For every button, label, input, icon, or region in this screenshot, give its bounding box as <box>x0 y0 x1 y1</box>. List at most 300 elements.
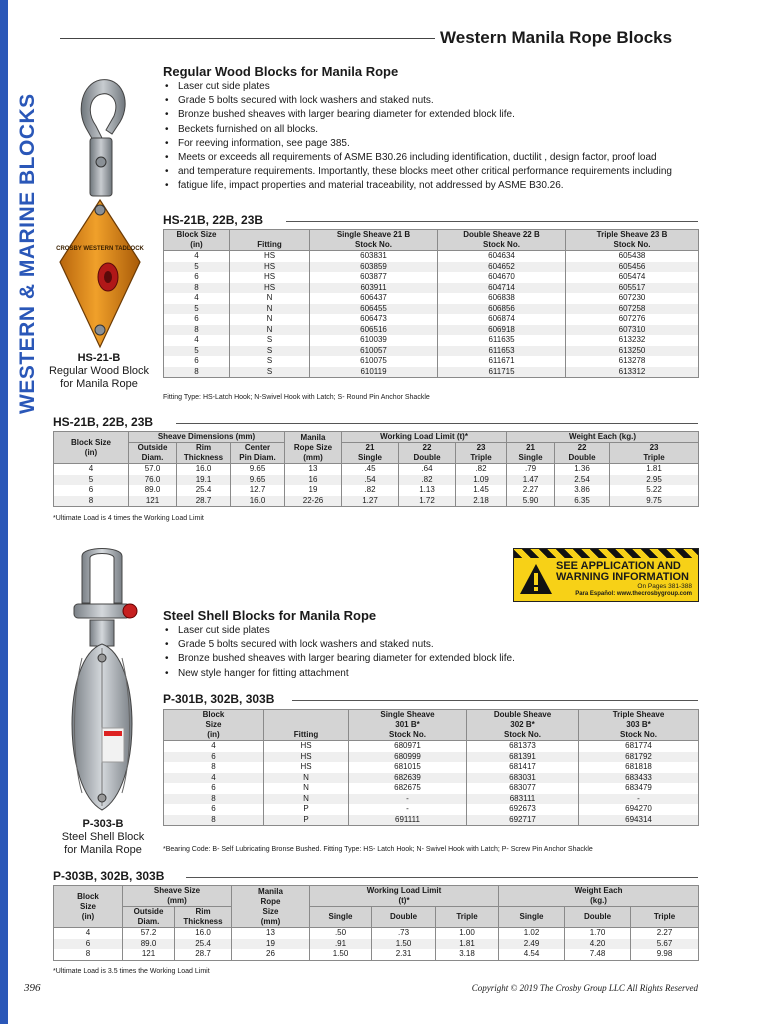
table-row <box>54 496 699 507</box>
table-cell: 6 <box>164 783 264 794</box>
table-cell: - <box>349 794 467 805</box>
table-row <box>164 346 699 357</box>
table-cell: 7.48 <box>565 949 631 960</box>
col-header: Triple <box>436 907 499 928</box>
table-cell: 6 <box>164 314 230 325</box>
table-cell: 692717 <box>467 815 579 826</box>
table-cell: 8 <box>54 496 129 507</box>
table-cell: .54 <box>342 475 399 486</box>
table-cell: 681015 <box>349 762 467 773</box>
table-cell: 28.7 <box>175 949 232 960</box>
table-cell: 604670 <box>438 272 566 283</box>
wood-bullet: • Laser cut side plates <box>163 80 703 94</box>
table-row <box>54 939 699 950</box>
wood-bullets <box>163 80 703 194</box>
wood-table2-footnote: *Ultimate Load is 4 times the Working Load Limit <box>53 515 204 522</box>
table-cell: 19 <box>232 939 310 950</box>
table-cell: 691111 <box>349 815 467 826</box>
table-cell: 1.27 <box>342 496 399 507</box>
table-cell: 6 <box>164 356 230 367</box>
table-cell: N <box>230 325 310 336</box>
table-cell: 611653 <box>438 346 566 357</box>
table-cell: 683479 <box>579 783 699 794</box>
table-cell: 680999 <box>349 752 467 763</box>
col-header: Sheave Dimensions (mm) <box>129 432 285 443</box>
table-cell: 4 <box>164 251 230 262</box>
table-cell: 603831 <box>310 251 438 262</box>
table-cell: 1.36 <box>555 464 610 475</box>
wood-block-image-label: CROSBY WESTERN TADLOCK <box>56 246 144 252</box>
table-cell: HS <box>230 272 310 283</box>
table-cell: 682639 <box>349 773 467 784</box>
table-cell: 607276 <box>566 314 699 325</box>
table-cell: 9.75 <box>610 496 699 507</box>
table-cell: 1.00 <box>436 928 499 939</box>
table-cell: 683077 <box>467 783 579 794</box>
table-cell: 1.09 <box>456 475 507 486</box>
table-cell: .82 <box>399 475 456 486</box>
wood-bullet-cont-text: fatigue life, impact properties and material traceability, not addressed by ASME B30.26. <box>178 180 564 192</box>
table-cell: HS <box>264 752 349 763</box>
wood-bullet: • Grade 5 bolts secured with lock washers and staked nuts. <box>163 94 703 108</box>
col-header: 23 Triple <box>610 443 699 464</box>
col-header: Rim Thickness <box>177 443 231 464</box>
table-cell: 57.2 <box>123 928 175 939</box>
table-cell: 604652 <box>438 262 566 273</box>
col-header: Double <box>372 907 436 928</box>
table-cell: HS <box>264 762 349 773</box>
table-cell: 681818 <box>579 762 699 773</box>
col-header: 23 Triple <box>456 443 507 464</box>
table-cell: 8 <box>164 367 230 378</box>
steel-section-title: Steel Shell Blocks for Manila Rope <box>163 608 377 623</box>
copyright: Copyright © 2019 The Crosby Group LLC All Rights Reserved <box>471 983 698 993</box>
col-header: 21 Single <box>342 443 399 464</box>
col-header: Block Size (in) <box>164 230 230 251</box>
table-cell: 692673 <box>467 804 579 815</box>
table-cell: 681373 <box>467 741 579 752</box>
table-row <box>164 251 699 262</box>
table-cell: 606856 <box>438 304 566 315</box>
table-cell: N <box>264 773 349 784</box>
table-cell: HS <box>230 251 310 262</box>
table-cell: 613232 <box>566 335 699 346</box>
col-header: Triple Sheave 23 B Stock No. <box>566 230 699 251</box>
table-cell: 613312 <box>566 367 699 378</box>
table-cell: .64 <box>399 464 456 475</box>
warning-line1: SEE APPLICATION AND <box>556 560 681 572</box>
table-row <box>164 335 699 346</box>
table-cell: 3.18 <box>436 949 499 960</box>
side-tab-bar <box>0 0 8 1024</box>
col-header: Single <box>310 907 372 928</box>
table-cell: 121 <box>123 949 175 960</box>
table-row <box>164 794 699 805</box>
table-cell: 606838 <box>438 293 566 304</box>
table-row <box>164 283 699 294</box>
steel-block-image <box>52 548 152 818</box>
table-row <box>164 367 699 378</box>
steel-table1-body <box>164 741 699 826</box>
table-cell: 681391 <box>467 752 579 763</box>
table-cell: 606473 <box>310 314 438 325</box>
page-title: Western Manila Rope Blocks <box>440 28 673 47</box>
table-cell: 13 <box>232 928 310 939</box>
table-cell: 3.86 <box>555 485 610 496</box>
table-cell: 19 <box>285 485 342 496</box>
table-row <box>164 773 699 784</box>
steel-bullet: • Grade 5 bolts secured with lock washers and staked nuts. <box>163 638 703 652</box>
table-cell: .73 <box>372 928 436 939</box>
steel-dimensions-table <box>53 885 699 961</box>
table-cell: P <box>264 804 349 815</box>
col-header: Single Sheave 301 B* Stock No. <box>349 710 467 741</box>
wood-bullet: • For reeving information, see page 385. <box>163 137 703 151</box>
steel-caption-line2: for Manila Rope <box>64 844 142 856</box>
table-cell: 57.0 <box>129 464 177 475</box>
table-cell: 606437 <box>310 293 438 304</box>
table-cell: 16.0 <box>175 928 232 939</box>
table-cell: 607230 <box>566 293 699 304</box>
steel-bullet: • Bronze bushed sheaves with larger bearing diameter for extended block life. <box>163 652 703 666</box>
steel-bullet: • New style hanger for fitting attachment <box>163 667 703 681</box>
col-header: Sheave Size (mm) <box>123 886 232 907</box>
table-cell: 5.67 <box>631 939 699 950</box>
table-cell: 604634 <box>438 251 566 262</box>
table-cell: 8 <box>164 762 264 773</box>
table-row <box>54 464 699 475</box>
steel-table2-title: P-303B, 302B, 303B <box>53 869 165 883</box>
table-cell: 610039 <box>310 335 438 346</box>
table-cell: S <box>230 346 310 357</box>
steel-table1-title: P-301B, 302B, 303B <box>163 692 275 706</box>
table-cell: 2.54 <box>555 475 610 486</box>
table-cell: 683433 <box>579 773 699 784</box>
table-cell: 2.49 <box>499 939 565 950</box>
table-cell: HS <box>230 262 310 273</box>
table-cell: 8 <box>164 325 230 336</box>
steel-table1-rule <box>292 700 698 701</box>
steel-block-caption <box>48 818 158 857</box>
table-row <box>164 762 699 773</box>
table-cell: 1.50 <box>372 939 436 950</box>
col-header: Center Pin Diam. <box>231 443 285 464</box>
wood-section-title: Regular Wood Blocks for Manila Rope <box>163 64 399 79</box>
table-cell: - <box>349 804 467 815</box>
col-header: Single <box>499 907 565 928</box>
table-cell: 25.4 <box>175 939 232 950</box>
table-cell: 605456 <box>566 262 699 273</box>
table-cell: 5 <box>164 304 230 315</box>
table-cell: .50 <box>310 928 372 939</box>
wood-bullet-continuation <box>163 165 703 179</box>
table-cell: N <box>264 794 349 805</box>
table-cell: S <box>230 335 310 346</box>
table-cell: 5 <box>54 475 129 486</box>
table-cell: 2.31 <box>372 949 436 960</box>
table-cell: P <box>264 815 349 826</box>
col-header: Fitting <box>230 230 310 251</box>
table-cell: 13 <box>285 464 342 475</box>
table-cell: 604714 <box>438 283 566 294</box>
wood-caption-code: HS-21-B <box>77 352 121 364</box>
table-cell: 603911 <box>310 283 438 294</box>
table-cell: 4.54 <box>499 949 565 960</box>
col-header: Double <box>565 907 631 928</box>
warning-banner <box>513 548 699 602</box>
table-cell: 681774 <box>579 741 699 752</box>
col-header: Manila Rope Size (mm) <box>285 432 342 464</box>
table-cell: 6 <box>54 485 129 496</box>
table-row <box>54 928 699 939</box>
table-row <box>54 485 699 496</box>
table-cell: 4 <box>164 335 230 346</box>
table-cell: 76.0 <box>129 475 177 486</box>
table-cell: 9.65 <box>231 464 285 475</box>
table-cell: N <box>230 314 310 325</box>
table-cell: S <box>230 367 310 378</box>
table-cell: 1.50 <box>310 949 372 960</box>
table-cell: 25.4 <box>177 485 231 496</box>
col-header: Triple <box>631 907 699 928</box>
table-cell: 4 <box>164 773 264 784</box>
table-cell: 681792 <box>579 752 699 763</box>
wood-bullet-cont-text: and temperature requirements. Importantly, these blocks meet other critical performance requirements including <box>178 166 672 178</box>
table-cell: 6 <box>164 752 264 763</box>
col-header: Working Load Limit (t)* <box>310 886 499 907</box>
wood-table1-rule <box>286 221 698 222</box>
table-cell: 613250 <box>566 346 699 357</box>
table-row <box>164 272 699 283</box>
col-header: Double Sheave 22 B Stock No. <box>438 230 566 251</box>
table-cell: - <box>579 794 699 805</box>
col-header: Rim Thickness <box>175 907 232 928</box>
side-tab-title: WESTERN & MARINE BLOCKS <box>16 93 39 414</box>
table-cell: 1.47 <box>507 475 555 486</box>
steel-table2-footnote: *Ultimate Load is 3.5 times the Working Load Limit <box>53 968 210 975</box>
table-row <box>164 314 699 325</box>
table-cell: 9.65 <box>231 475 285 486</box>
table-cell: 8 <box>164 794 264 805</box>
table-cell: 19.1 <box>177 475 231 486</box>
table-cell: 5.90 <box>507 496 555 507</box>
table-cell: 605517 <box>566 283 699 294</box>
steel-bullet: • Laser cut side plates <box>163 624 703 638</box>
header-rule <box>60 38 435 39</box>
table-cell: N <box>230 293 310 304</box>
table-cell: 610057 <box>310 346 438 357</box>
wood-bullet: • Meets or exceeds all requirements of ASME B30.26 including identification, ductilit , design factor, proof load <box>163 151 703 165</box>
warning-line2: WARNING INFORMATION <box>556 571 690 583</box>
table-cell: .82 <box>456 464 507 475</box>
table-cell: 611715 <box>438 367 566 378</box>
table-cell: 683111 <box>467 794 579 805</box>
wood-dimensions-table <box>53 431 699 507</box>
table-cell: 606918 <box>438 325 566 336</box>
table-cell: 683031 <box>467 773 579 784</box>
table-cell: 22-26 <box>285 496 342 507</box>
col-header: Outside Diam. <box>129 443 177 464</box>
wood-table1-body <box>164 251 699 378</box>
col-header: Weight Each (kg.) <box>507 432 699 443</box>
table-cell: 680971 <box>349 741 467 752</box>
table-cell: 1.45 <box>456 485 507 496</box>
col-header: Working Load Limit (t)* <box>342 432 507 443</box>
table-row <box>54 475 699 486</box>
wood-bullet: • Bronze bushed sheaves with larger bearing diameter for extended block life. <box>163 108 703 122</box>
col-header: 22 Double <box>399 443 456 464</box>
table-cell: 89.0 <box>129 485 177 496</box>
table-cell: 1.70 <box>565 928 631 939</box>
wood-table2-title: HS-21B, 22B, 23B <box>53 415 154 429</box>
table-row <box>164 356 699 367</box>
table-cell: 611635 <box>438 335 566 346</box>
table-cell: 2.27 <box>507 485 555 496</box>
table-row <box>164 804 699 815</box>
table-cell: 9.98 <box>631 949 699 960</box>
col-header: 22 Double <box>555 443 610 464</box>
col-header: Weight Each (kg.) <box>499 886 699 907</box>
steel-caption-line1: Steel Shell Block <box>61 831 145 843</box>
table-cell: 5 <box>164 262 230 273</box>
wood-caption-line1: Regular Wood Block <box>48 365 150 377</box>
table-cell: 2.95 <box>610 475 699 486</box>
table-row <box>164 783 699 794</box>
wood-table1-title: HS-21B, 22B, 23B <box>163 213 264 227</box>
table-cell: 611671 <box>438 356 566 367</box>
warning-line4: Para Español: www.thecrosbygroup.com <box>575 591 692 597</box>
steel-table2-body <box>54 928 699 961</box>
col-header: 21 Single <box>507 443 555 464</box>
table-cell: 607310 <box>566 325 699 336</box>
col-header: Double Sheave 302 B* Stock No. <box>467 710 579 741</box>
col-header: Triple Sheave 303 B* Stock No. <box>579 710 699 741</box>
table-row <box>54 949 699 960</box>
table-cell: 682675 <box>349 783 467 794</box>
table-cell: .79 <box>507 464 555 475</box>
table-cell: 1.02 <box>499 928 565 939</box>
table-cell: 26 <box>232 949 310 960</box>
warning-triangle-icon <box>518 562 554 596</box>
table-cell: .91 <box>310 939 372 950</box>
col-header: Fitting <box>264 710 349 741</box>
table-cell: 4.20 <box>565 939 631 950</box>
table-cell: 694270 <box>579 804 699 815</box>
wood-table1-footnote: Fitting Type: HS-Latch Hook; N-Swivel Hook with Latch; S- Round Pin Anchor Shackle <box>163 394 430 401</box>
table-cell: 4 <box>54 928 123 939</box>
wood-caption-line2: for Manila Rope <box>60 378 138 390</box>
table-cell: 89.0 <box>123 939 175 950</box>
table-row <box>164 325 699 336</box>
table-cell: 6.35 <box>555 496 610 507</box>
table-cell: 610075 <box>310 356 438 367</box>
page-number: 396 <box>24 982 41 994</box>
table-cell: 5 <box>164 346 230 357</box>
table-cell: 1.13 <box>399 485 456 496</box>
table-cell: 4 <box>164 741 264 752</box>
table-row <box>164 304 699 315</box>
table-cell: N <box>264 783 349 794</box>
table-cell: 6 <box>54 939 123 950</box>
table-cell: 2.18 <box>456 496 507 507</box>
table-cell: HS <box>230 283 310 294</box>
steel-table2-rule <box>186 877 698 878</box>
col-header: Manila Rope Size (mm) <box>232 886 310 928</box>
wood-bullet: • Beckets furnished on all blocks. <box>163 123 703 137</box>
table-cell: 16.0 <box>231 496 285 507</box>
table-cell: 12.7 <box>231 485 285 496</box>
warning-stripes <box>514 549 698 558</box>
table-cell: 1.81 <box>436 939 499 950</box>
table-cell: 610119 <box>310 367 438 378</box>
table-cell: 607258 <box>566 304 699 315</box>
table-cell: 1.81 <box>610 464 699 475</box>
table-cell: 6 <box>164 272 230 283</box>
table-cell: 28.7 <box>177 496 231 507</box>
table-cell: 4 <box>164 293 230 304</box>
table-cell: S <box>230 356 310 367</box>
wood-stock-table <box>163 229 699 378</box>
table-cell: 16 <box>285 475 342 486</box>
table-cell: N <box>230 304 310 315</box>
table-row <box>164 815 699 826</box>
wood-block-caption <box>44 352 154 391</box>
table-cell: HS <box>264 741 349 752</box>
col-header: Block Size (in) <box>54 432 129 464</box>
table-cell: 1.72 <box>399 496 456 507</box>
table-cell: 121 <box>129 496 177 507</box>
steel-caption-code: P-303-B <box>82 818 124 830</box>
warning-line3: On Pages 381-388 <box>637 583 692 590</box>
table-cell: 4 <box>54 464 129 475</box>
table-cell: 8 <box>164 283 230 294</box>
table-cell: 5.22 <box>610 485 699 496</box>
table-cell: 603859 <box>310 262 438 273</box>
table-row <box>164 262 699 273</box>
steel-bullets <box>163 624 703 681</box>
table-cell: 606874 <box>438 314 566 325</box>
table-cell: 606516 <box>310 325 438 336</box>
table-cell: .82 <box>342 485 399 496</box>
table-cell: .45 <box>342 464 399 475</box>
table-cell: 16.0 <box>177 464 231 475</box>
table-cell: 605474 <box>566 272 699 283</box>
table-cell: 8 <box>54 949 123 960</box>
table-row <box>164 752 699 763</box>
table-cell: 603877 <box>310 272 438 283</box>
table-cell: 2.27 <box>631 928 699 939</box>
table-row <box>164 741 699 752</box>
wood-block-image <box>50 72 150 352</box>
table-cell: 613278 <box>566 356 699 367</box>
wood-bullet-continuation <box>163 179 703 193</box>
wood-table2-rule <box>176 423 698 424</box>
table-cell: 681417 <box>467 762 579 773</box>
col-header: Block Size (in) <box>164 710 264 741</box>
table-cell: 694314 <box>579 815 699 826</box>
steel-stock-table <box>163 709 699 826</box>
wood-table2-body <box>54 464 699 507</box>
table-cell: 606455 <box>310 304 438 315</box>
col-header: Block Size (in) <box>54 886 123 928</box>
steel-table1-footnote: *Bearing Code: B- Self Lubricating Bronse Bushed. Fitting Type: HS- Latch Hook; N- Swivel Hook with Latch; P- Screw Pin Anchor Shackle <box>163 846 593 853</box>
table-cell: 6 <box>164 804 264 815</box>
table-row <box>164 293 699 304</box>
col-header: Single Sheave 21 B Stock No. <box>310 230 438 251</box>
table-cell: 605438 <box>566 251 699 262</box>
col-header: Outside Diam. <box>123 907 175 928</box>
table-cell: 8 <box>164 815 264 826</box>
